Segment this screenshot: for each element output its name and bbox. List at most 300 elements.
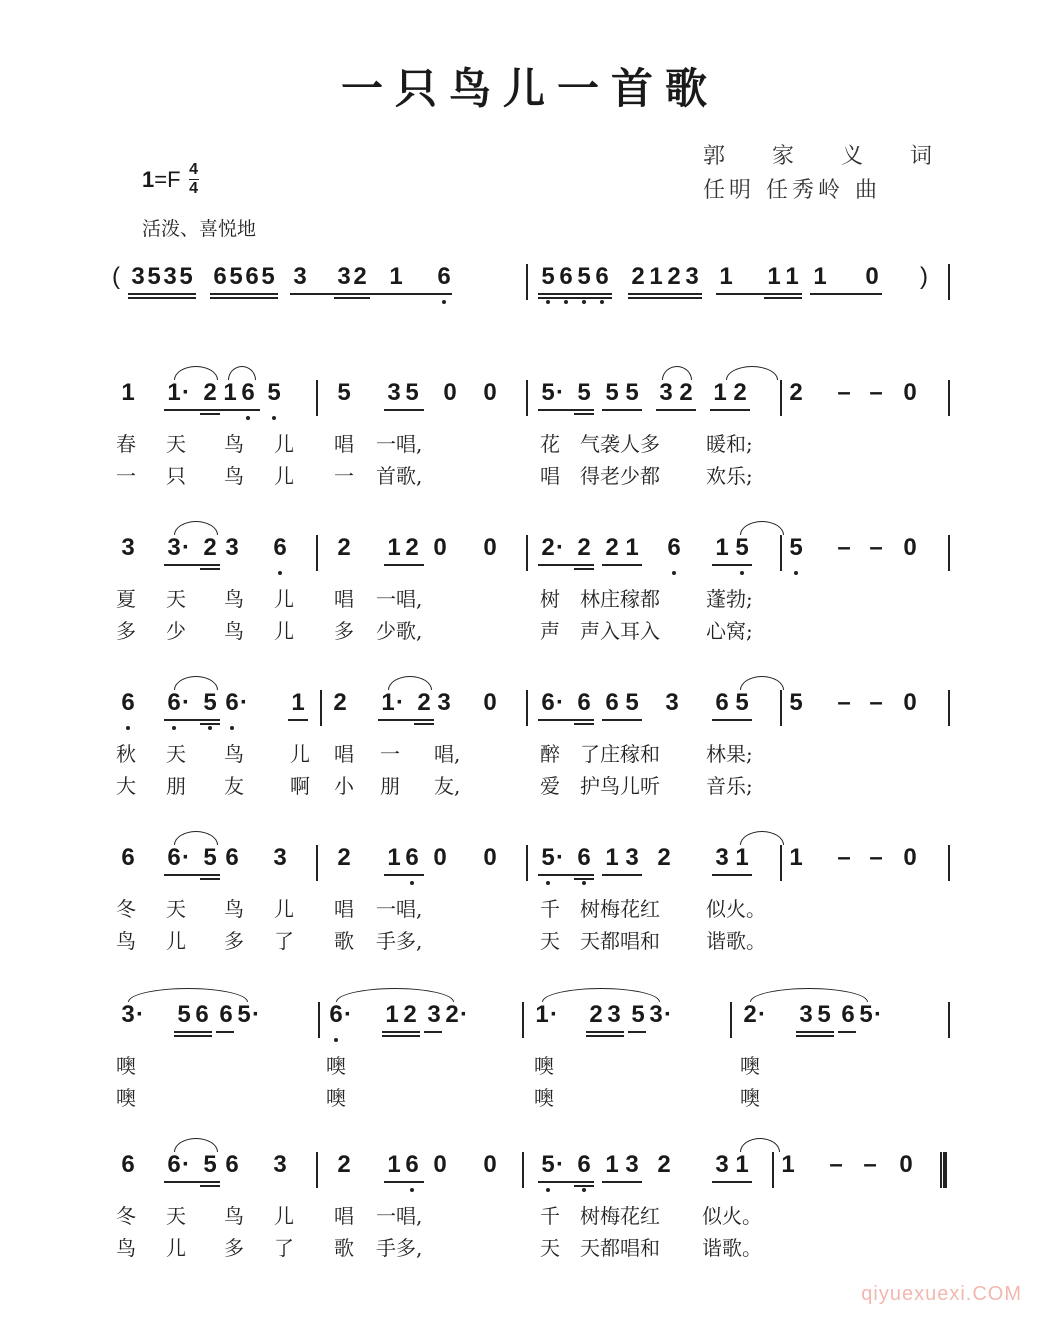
lyric: 花	[540, 432, 560, 456]
slur-arc	[174, 1138, 218, 1152]
low-octave-dot	[230, 726, 234, 730]
lyric: 手多,	[376, 929, 423, 953]
note: 6 ·	[166, 843, 182, 873]
lyric: 唱	[334, 587, 354, 611]
note: 6 ·	[328, 1000, 344, 1030]
note: 0	[433, 1151, 447, 1178]
double-underline	[210, 293, 278, 295]
barline	[730, 1002, 732, 1038]
lyric: 儿	[274, 587, 294, 611]
underline	[712, 564, 752, 566]
lyric: 林果;	[706, 742, 753, 766]
note: 3 ·	[648, 1000, 664, 1030]
lyric: 天	[166, 432, 186, 456]
lyric: 一	[380, 742, 400, 766]
underline	[384, 409, 424, 411]
lyric: 树梅花红	[580, 897, 660, 921]
lyric: 天	[166, 742, 186, 766]
lyric: 多	[116, 619, 136, 643]
note: 1	[715, 534, 729, 561]
note: 1	[735, 844, 749, 871]
lyric: 噢	[534, 1086, 554, 1110]
note: 2	[203, 534, 217, 561]
lyric: 似火。	[702, 1204, 762, 1228]
underline	[424, 1031, 442, 1033]
note: 1	[389, 263, 403, 290]
double-underline	[764, 297, 802, 299]
lyric: 只	[166, 464, 186, 488]
slur-arc	[336, 988, 454, 1002]
underline	[712, 874, 752, 876]
note: 2 ·	[444, 1000, 460, 1030]
note: 5	[631, 1001, 645, 1028]
note: 1	[291, 689, 305, 716]
lyric: 噢	[534, 1054, 554, 1078]
sustain-dash: –	[869, 379, 883, 406]
low-octave-dot	[600, 300, 604, 304]
note: 1 ·	[534, 1000, 550, 1030]
double-underline	[586, 1035, 624, 1037]
lyric: 鸟	[224, 464, 244, 488]
double-underline	[538, 297, 612, 299]
double-underline	[200, 564, 220, 566]
note: 2 ·	[540, 533, 556, 563]
underline	[628, 1031, 646, 1033]
note: 0	[899, 1151, 913, 1178]
note: 5	[577, 379, 591, 406]
double-underline	[764, 293, 802, 295]
notation-system	[110, 843, 950, 953]
underline	[384, 874, 424, 876]
low-octave-dot	[546, 300, 550, 304]
barline	[526, 690, 528, 726]
double-underline	[574, 874, 594, 876]
underline	[288, 719, 308, 721]
lyric: 唱	[540, 464, 560, 488]
low-octave-dot	[278, 571, 282, 575]
sustain-dash: –	[863, 1151, 877, 1178]
sustain-dash: –	[837, 844, 851, 871]
note: 5	[577, 263, 591, 290]
underline	[602, 719, 642, 721]
double-underline	[574, 564, 594, 566]
lyric: 春	[116, 432, 136, 456]
double-underline	[200, 1185, 220, 1187]
note: 0	[483, 844, 497, 871]
lyric: 天	[540, 929, 560, 953]
slur-arc	[740, 1138, 780, 1152]
double-underline	[200, 1181, 220, 1183]
note: 0	[433, 534, 447, 561]
note: 1	[767, 263, 781, 290]
lyric: 暖和;	[706, 432, 753, 456]
lyric: 儿	[274, 464, 294, 488]
double-underline	[210, 297, 278, 299]
lyric: 心窝;	[706, 619, 753, 643]
double-underline	[200, 568, 220, 570]
note: 3	[715, 1151, 729, 1178]
barline	[320, 690, 322, 726]
notation-system	[110, 688, 950, 798]
barline	[316, 535, 318, 571]
note: 1	[605, 1151, 619, 1178]
sustain-dash: –	[837, 689, 851, 716]
slur-arc	[740, 676, 784, 690]
lyric-verse-1	[110, 583, 950, 611]
note: 5 ·	[236, 1000, 252, 1030]
note: 6	[225, 844, 239, 871]
double-underline	[382, 1035, 420, 1037]
note: 0	[483, 379, 497, 406]
note: 6	[213, 263, 227, 290]
lyric: 唱	[334, 897, 354, 921]
low-octave-dot	[410, 1188, 414, 1192]
lyric-verse-2	[110, 1082, 950, 1110]
lyric-verse-1	[110, 738, 950, 766]
note: 3	[625, 1151, 639, 1178]
double-underline	[200, 878, 220, 880]
note: 1	[387, 534, 401, 561]
double-underline	[128, 297, 196, 299]
note: 0	[443, 379, 457, 406]
watermark: qiyuexuexi.COM	[861, 1283, 1022, 1305]
note: 3	[225, 534, 239, 561]
note: 3 ·	[120, 1000, 136, 1030]
lyric: 天	[166, 1204, 186, 1228]
lyric-verse-1	[110, 1200, 950, 1228]
low-octave-dot	[208, 726, 212, 730]
underline	[712, 719, 752, 721]
slur-arc	[174, 521, 218, 535]
note: 1 ·	[380, 688, 396, 718]
low-octave-dot	[272, 416, 276, 420]
double-underline	[574, 409, 594, 411]
double-underline	[574, 878, 594, 880]
barline	[522, 1002, 524, 1038]
lyric: 多	[334, 619, 354, 643]
key-signature	[142, 162, 199, 197]
note: 5	[605, 379, 619, 406]
barline	[948, 264, 950, 300]
note: 3	[715, 844, 729, 871]
note: 2	[733, 379, 747, 406]
lyric: 鸟	[224, 897, 244, 921]
low-octave-dot	[582, 300, 586, 304]
lyric: 天都唱和	[580, 1236, 660, 1260]
note: 5	[541, 263, 555, 290]
lyric: 谐歌。	[702, 1236, 762, 1260]
note: 6 ·	[166, 1150, 182, 1180]
note: 1	[605, 844, 619, 871]
lyric: 大	[116, 774, 136, 798]
low-octave-dot	[546, 1188, 550, 1192]
sustain-dash: –	[837, 379, 851, 406]
key-tonic: 1	[142, 166, 155, 192]
double-underline	[574, 1185, 594, 1187]
double-underline	[334, 293, 370, 295]
lyric: 树梅花红	[580, 1204, 660, 1228]
note: 3	[437, 689, 451, 716]
barline	[948, 845, 950, 881]
lyric: 鸟	[224, 619, 244, 643]
lyric: 天	[166, 897, 186, 921]
note: 5	[625, 379, 639, 406]
underline	[602, 1181, 642, 1183]
note: 0	[483, 1151, 497, 1178]
lyric: 歌	[334, 929, 354, 953]
underline	[602, 564, 642, 566]
lyric: 一	[116, 464, 136, 488]
lyric: 一	[334, 464, 354, 488]
note: 1	[735, 1151, 749, 1178]
notation-system	[110, 533, 950, 643]
lyric: 声入耳入	[580, 619, 660, 643]
lyric: 儿	[166, 929, 186, 953]
lyric: 似火。	[706, 897, 766, 921]
double-underline	[796, 1031, 834, 1033]
lyric: 唱,	[434, 742, 461, 766]
note: 2	[631, 263, 645, 290]
double-underline	[796, 1035, 834, 1037]
note: 3 ·	[166, 533, 182, 563]
intro-paren-close: )	[920, 263, 928, 290]
underline	[216, 1031, 234, 1033]
note: 1	[385, 1001, 399, 1028]
underline	[220, 409, 260, 411]
low-octave-dot	[546, 881, 550, 885]
note: 6 ·	[166, 688, 182, 718]
note: 6	[241, 379, 255, 406]
barline	[316, 845, 318, 881]
note: 6	[667, 534, 681, 561]
notation-system	[110, 262, 950, 372]
barline	[316, 1152, 318, 1188]
note: 1	[121, 379, 135, 406]
note: 3	[625, 844, 639, 871]
barline	[522, 1152, 524, 1188]
lyric: 谐歌。	[706, 929, 766, 953]
key-equals: =F	[154, 166, 181, 192]
lyric: 一唱,	[376, 897, 423, 921]
note: 0	[865, 263, 879, 290]
credits	[703, 140, 952, 208]
low-octave-dot	[672, 571, 676, 575]
note: 2	[337, 1151, 351, 1178]
note: 6	[841, 1001, 855, 1028]
note: 5	[735, 689, 749, 716]
lyric: 友	[224, 774, 244, 798]
lyric: 鸟	[224, 1204, 244, 1228]
slur-arc	[174, 676, 218, 690]
note: 1	[713, 379, 727, 406]
note: 6	[405, 844, 419, 871]
double-underline	[414, 719, 434, 721]
lyric: 儿	[274, 897, 294, 921]
note: 2	[337, 534, 351, 561]
low-octave-dot	[740, 571, 744, 575]
underline	[384, 564, 424, 566]
double-underline	[574, 568, 594, 570]
note: 6	[195, 1001, 209, 1028]
low-octave-dot	[172, 726, 176, 730]
lyric: 手多,	[376, 1236, 423, 1260]
lyric-verse-1	[110, 428, 950, 456]
double-underline	[128, 293, 196, 295]
note: 5 ·	[858, 1000, 874, 1030]
double-underline	[200, 719, 220, 721]
slur-arc	[542, 988, 660, 1002]
note: 5	[267, 379, 281, 406]
note: 2 ·	[742, 1000, 758, 1030]
tempo-marking: 活泼、喜悦地	[142, 219, 257, 240]
note: 5	[147, 263, 161, 290]
double-underline	[200, 413, 220, 415]
time-sig-top: 4	[189, 161, 198, 178]
barline	[780, 380, 782, 416]
note: 5	[405, 379, 419, 406]
lyricist-credit: 郭 家 义 词	[703, 144, 952, 169]
note: 5	[203, 1151, 217, 1178]
note: 6	[219, 1001, 233, 1028]
lyric: 友,	[434, 774, 461, 798]
note: 3	[337, 263, 351, 290]
slur-arc	[174, 831, 218, 845]
lyric: 天	[166, 587, 186, 611]
lyric: 鸟	[224, 587, 244, 611]
underline	[386, 293, 452, 295]
lyric: 气袭人多	[580, 432, 660, 456]
note: 5	[177, 1001, 191, 1028]
lyric: 声	[540, 619, 560, 643]
note: 2	[589, 1001, 603, 1028]
note: 1	[789, 844, 803, 871]
low-octave-dot	[410, 881, 414, 885]
double-underline	[200, 874, 220, 876]
note: 6	[715, 689, 729, 716]
song-title: 一只鸟儿一首歌	[340, 64, 719, 113]
note: 2	[679, 379, 693, 406]
barline	[780, 535, 782, 571]
slur-arc	[750, 988, 868, 1002]
lyric-verse-1	[110, 1050, 950, 1078]
note: 2	[577, 534, 591, 561]
double-underline	[574, 1181, 594, 1183]
note: 3	[131, 263, 145, 290]
note: 6	[245, 263, 259, 290]
time-signature	[189, 162, 199, 197]
lyric: 天都唱和	[580, 929, 660, 953]
barline	[780, 690, 782, 726]
underline	[710, 409, 750, 411]
barline	[780, 845, 782, 881]
low-octave-dot	[564, 300, 568, 304]
note: 5	[789, 534, 803, 561]
underline	[602, 409, 642, 411]
note: 3	[607, 1001, 621, 1028]
note: 2	[417, 689, 431, 716]
notation-system	[110, 378, 950, 488]
lyric: 唱	[334, 432, 354, 456]
underline	[810, 293, 882, 295]
note: 2	[337, 844, 351, 871]
double-underline	[574, 413, 594, 415]
note: 2	[353, 263, 367, 290]
note: 6	[577, 689, 591, 716]
lyric: 鸟	[224, 432, 244, 456]
lyric: 音乐;	[706, 774, 753, 798]
note: 3	[293, 263, 307, 290]
note: 1 ·	[166, 378, 182, 408]
lyric: 一唱,	[376, 1204, 423, 1228]
low-octave-dot	[126, 726, 130, 730]
note: 2	[203, 379, 217, 406]
note: 5 ·	[540, 1150, 556, 1180]
lyric: 了	[274, 1236, 294, 1260]
lyric: 鸟	[224, 742, 244, 766]
note: 1	[719, 263, 733, 290]
note: 2	[667, 263, 681, 290]
note: 3	[665, 689, 679, 716]
lyric: 冬	[116, 897, 136, 921]
note: 5	[625, 689, 639, 716]
lyric: 爱	[540, 774, 560, 798]
lyric: 儿	[166, 1236, 186, 1260]
double-underline	[586, 1031, 624, 1033]
note: 3	[273, 1151, 287, 1178]
sustain-dash: –	[869, 844, 883, 871]
barline	[948, 1002, 950, 1038]
slur-arc	[388, 676, 432, 690]
barline	[772, 1152, 774, 1188]
barline	[948, 690, 950, 726]
note: 0	[483, 534, 497, 561]
barline	[526, 845, 528, 881]
note: 6	[121, 844, 135, 871]
note: 6	[605, 689, 619, 716]
note: 1	[625, 534, 639, 561]
lyric: 树	[540, 587, 560, 611]
note: 6	[595, 263, 609, 290]
note: 1	[649, 263, 663, 290]
lyric-verse-2	[110, 770, 950, 798]
lyric: 唱	[334, 742, 354, 766]
note: 3	[685, 263, 699, 290]
underline	[656, 409, 696, 411]
barline	[526, 380, 528, 416]
note: 6 ·	[224, 688, 240, 718]
note: 6	[437, 263, 451, 290]
notation-system	[110, 1000, 950, 1110]
sustain-dash: –	[869, 689, 883, 716]
lyric: 儿	[274, 432, 294, 456]
low-octave-dot	[334, 1038, 338, 1042]
final-barline	[940, 1152, 947, 1188]
double-underline	[174, 1035, 212, 1037]
note: 5	[735, 534, 749, 561]
note: 5	[817, 1001, 831, 1028]
slur-arc	[128, 988, 248, 1002]
barline	[316, 380, 318, 416]
lyric: 噢	[740, 1086, 760, 1110]
lyric: 唱	[334, 1204, 354, 1228]
lyric: 儿	[274, 1204, 294, 1228]
slur-arc	[740, 521, 784, 535]
note: 0	[903, 534, 917, 561]
note: 2	[605, 534, 619, 561]
lyric: 一唱,	[376, 587, 423, 611]
double-underline	[628, 293, 702, 295]
lyric: 噢	[116, 1054, 136, 1078]
